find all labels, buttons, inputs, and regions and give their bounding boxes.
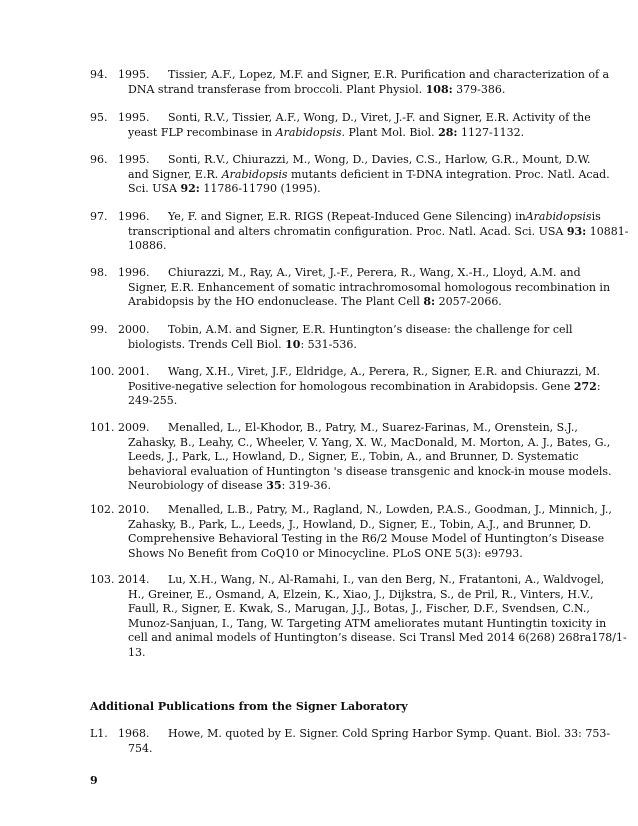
- ref-pages: 754.: [128, 741, 153, 755]
- ref-pages: 249-255.: [128, 394, 178, 407]
- ref-text: . Plant Mol. Biol.: [341, 125, 439, 139]
- ref-text: Munoz-Sanjuan, I., Tang, W. Targeting ATM ameliorates mutant Huntingtin toxicity in: [128, 616, 607, 630]
- reference-L1: [90, 727, 611, 756]
- ref-text: Shows No Benefit from CoQ10 or Minocycline. PLoS ONE 5(3): e9793.: [128, 546, 523, 560]
- ref-year: 1968.: [118, 727, 150, 740]
- ref-number: 98.: [90, 266, 108, 279]
- reference-97: [90, 210, 629, 254]
- ref-text: cell and animal models of Huntington’s disease. Sci Transl Med 2014 6(268) 268ra178/1-: [128, 631, 627, 644]
- ref-number: 94.: [90, 68, 108, 81]
- ref-text: Zahasky, B., Leahy, C., Wheeler, V. Yang, X. W., MacDonald, M. Morton, A. J., Bates, G.,: [128, 435, 611, 449]
- ref-text: :: [596, 379, 601, 393]
- reference-95: [90, 111, 591, 140]
- ref-text: Positive-negative selection for homologous recombination in Arabidopsis. Gene: [128, 379, 574, 393]
- reference-101: [90, 421, 612, 494]
- ref-year: 1996.: [118, 266, 150, 279]
- ref-volume: 28:: [438, 125, 458, 139]
- ref-year: 1995.: [118, 68, 150, 81]
- ref-text: Arabidopsis by the HO endonuclease. The Plant Cell: [128, 295, 424, 308]
- ref-pages: 11786-11790 (1995).: [199, 182, 321, 195]
- ref-text: H., Greiner, E., Osmand, A, Elzein, K., Xiao, J., Dijkstra, S., de Pril, R., Vinters, H.V.,: [128, 587, 594, 601]
- ref-number: 100.: [90, 365, 115, 378]
- reference-96: [90, 153, 610, 197]
- ref-year: 1995.: [118, 111, 150, 124]
- ref-number: 96.: [90, 153, 108, 166]
- ref-species: Arabidopsis: [525, 210, 592, 223]
- ref-year: 2000.: [118, 323, 150, 336]
- ref-year: 2009.: [118, 421, 150, 434]
- ref-volume: 93:: [566, 224, 587, 238]
- ref-species: Arabidopsis: [221, 167, 288, 181]
- ref-pages: 10881-: [586, 224, 629, 238]
- ref-pages: 10886.: [128, 239, 167, 252]
- ref-text: Comprehensive Behavioral Testing in the R6/2 Mouse Model of Huntington’s Disease: [128, 532, 605, 545]
- ref-text: Sonti, R.V., Tissier, A.F., Wong, D., Viret, J.-F. and Signer, E.R. Activity of the: [168, 111, 591, 124]
- ref-text: Tissier, A.F., Lopez, M.F. and Signer, E.R. Purification and characterization of a: [168, 68, 610, 81]
- ref-number: 97.: [90, 210, 108, 223]
- ref-volume: 92:: [180, 182, 200, 195]
- ref-text: Neurobiology of disease: [128, 479, 267, 492]
- section-heading: Additional Publications from the Signer Laboratory: [90, 700, 408, 713]
- ref-number: 95.: [90, 111, 108, 124]
- ref-text: yeast FLP recombinase in: [128, 125, 276, 139]
- ref-text: Menalled, L., El-Khodor, B., Patry, M., Suarez-Farinas, M., Orenstein, S.J.,: [168, 421, 578, 434]
- ref-text: Sci. USA: [128, 182, 181, 195]
- ref-volume: 10: [285, 337, 301, 351]
- ref-number: 99.: [90, 323, 108, 336]
- ref-text: biologists. Trends Cell Biol.: [128, 337, 286, 351]
- ref-text: transcriptional and alters chromatin configuration. Proc. Natl. Acad. Sci. USA: [128, 224, 567, 238]
- ref-text: Zahasky, B., Park, L., Leeds, J., Howland, D., Signer, E., Tobin, A.J., and Brunner, D.: [128, 517, 592, 531]
- ref-text: Signer, E.R. Enhancement of somatic intrachromosomal homologous recombination in: [128, 280, 611, 294]
- ref-text: behavioral evaluation of Huntington 's disease transgenic and knock-in mouse models.: [128, 464, 612, 478]
- ref-text: Howe, M. quoted by E. Signer. Cold Spring Harbor Symp. Quant. Biol. 33: 753-: [168, 727, 611, 740]
- ref-pages: 13.: [128, 645, 146, 659]
- ref-pages: : 319-36.: [281, 479, 332, 492]
- reference-98: [90, 266, 611, 310]
- reference-100: [90, 365, 601, 409]
- ref-text: Chiurazzi, M., Ray, A., Viret, J.-F., Perera, R., Wang, X.-H., Lloyd, A.M. and: [168, 266, 581, 279]
- ref-pages: 379-386.: [452, 82, 506, 96]
- ref-volume: 35: [266, 479, 282, 492]
- ref-year: 1995.: [118, 153, 150, 166]
- reference-103: [90, 573, 627, 660]
- ref-text: Tobin, A.M. and Signer, E.R. Huntington’s disease: the challenge for cell: [168, 323, 573, 336]
- ref-number: 103.: [90, 573, 115, 586]
- ref-pages: 1127-1132.: [457, 125, 525, 139]
- ref-volume: 8:: [423, 295, 436, 308]
- ref-text: Ye, F. and Signer, E.R. RIGS (Repeat-Induced Gene Silencing) in: [168, 210, 526, 223]
- ref-text: DNA strand transferase from broccoli. Plant Physiol.: [128, 82, 426, 96]
- ref-text: mutants deficient in T-DNA integration. Proc. Natl. Acad.: [287, 167, 610, 181]
- ref-pages: : 531-536.: [300, 337, 357, 351]
- ref-pages: 2057-2066.: [435, 295, 502, 308]
- ref-text: Leeds, J., Park, L., Howland, D., Signer, E., Tobin, A., and Brunner, D. Systematic: [128, 450, 579, 463]
- ref-number: 102.: [90, 503, 115, 516]
- ref-year: 1996.: [118, 210, 150, 223]
- reference-99: [90, 323, 573, 352]
- reference-102: [90, 503, 612, 561]
- reference-94: [90, 68, 610, 97]
- ref-volume: 272: [573, 379, 597, 393]
- ref-year: 2001.: [118, 365, 150, 378]
- ref-text: Lu, X.H., Wang, N., Al-Ramahi, I., van den Berg, N., Fratantoni, A., Waldvogel,: [168, 573, 605, 586]
- ref-year: 2010.: [118, 503, 150, 516]
- ref-text: Menalled, L.B., Patry, M., Ragland, N., Lowden, P.A.S., Goodman, J., Minnich, J.,: [168, 503, 612, 516]
- ref-volume: 108:: [425, 82, 453, 96]
- ref-text: Faull, R., Signer, E. Kwak, S., Marugan, J.J., Botas, J., Fischer, D.F., Svendsen, C.N.,: [128, 602, 590, 615]
- ref-text: Sonti, R.V., Chiurazzi, M., Wong, D., Davies, C.S., Harlow, G.R., Mount, D.W.: [168, 153, 591, 166]
- ref-species: Arabidopsis: [275, 125, 342, 139]
- ref-number: 101.: [90, 421, 115, 434]
- page-number: 9: [90, 774, 98, 787]
- ref-number: L1.: [90, 727, 108, 740]
- ref-text: is: [591, 210, 601, 223]
- ref-text: Wang, X.H., Viret, J.F., Eldridge, A., Perera, R., Signer, E.R. and Chiurazzi, M.: [168, 365, 600, 378]
- ref-year: 2014.: [118, 573, 150, 586]
- ref-text: and Signer, E.R.: [128, 167, 222, 181]
